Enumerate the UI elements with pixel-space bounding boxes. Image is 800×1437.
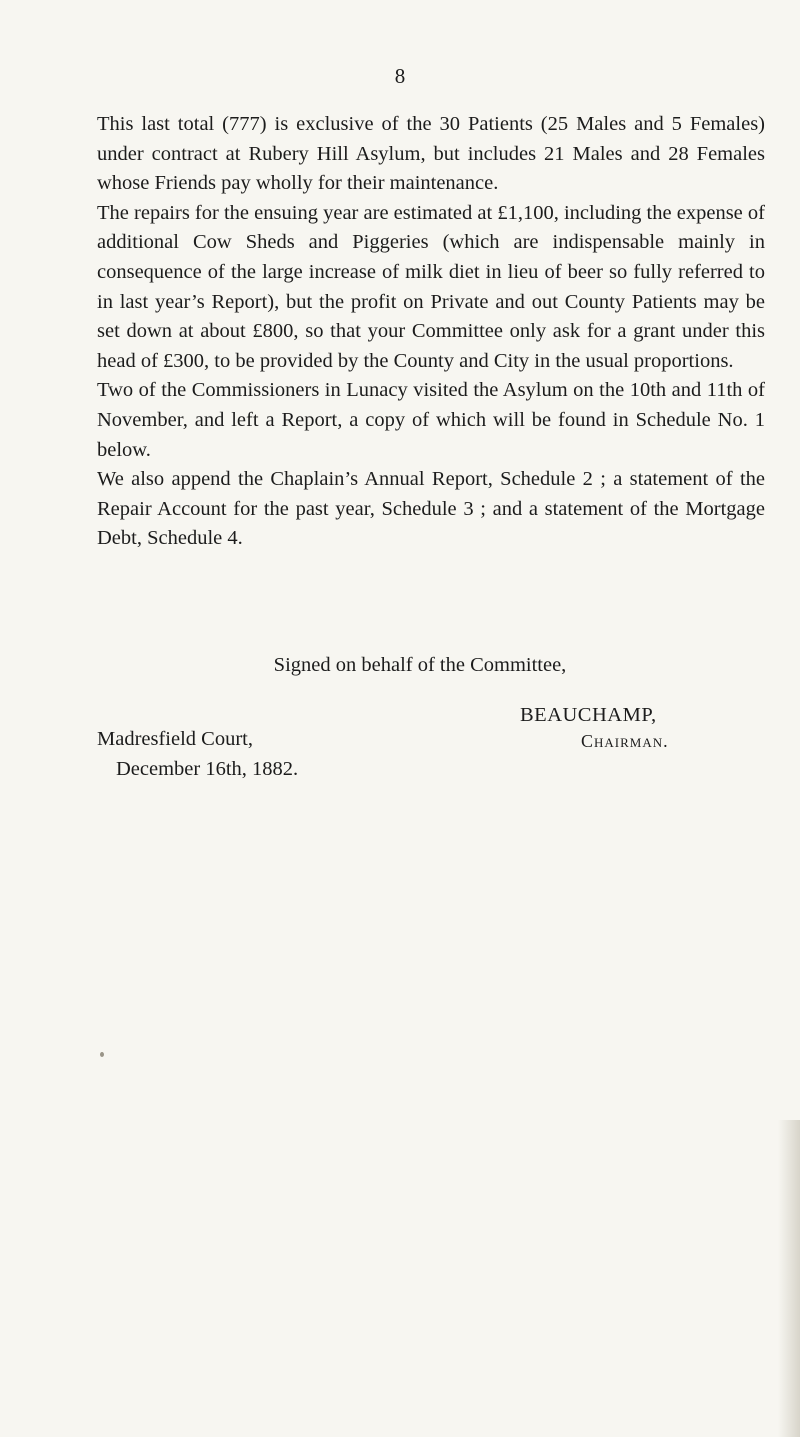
signing-place: Madresfield Court,: [97, 728, 253, 750]
paragraph-repairs-estimate: The repairs for the ensuing year are estimated at £1,100, including the expense of additional Cow Sheds and Piggeries (which are indispensable mainly in consequence of the large increase of milk diet in lieu of beer so fully referred to in last year’s Report), but the profit on Private and out County Patients may be set down at about £800, so that your Committee only ask for a grant under this head of £300, to be provided by the County and City in the usual proportions.: [97, 201, 765, 372]
signer-name: BEAUCHAMP,: [520, 704, 657, 726]
signed-on-behalf-line: Signed on behalf of the Committee,: [273, 654, 567, 676]
paragraph-schedules-appended: We also append the Chaplain’s Annual Report, Schedule 2 ; a statement of the Repair Account for the past year, Schedule 3 ; and a statement of the Mortgage Debt, Schedule 4.: [97, 468, 765, 550]
page-edge-shadow: [778, 1120, 800, 1437]
signing-date: December 16th, 1882.: [116, 758, 299, 780]
paragraph-commissioners-visit: Two of the Commissioners in Lunacy visited the Asylum on the 10th and 11th of November, and left a Report, a copy of which will be found in Schedule No. 1 below.: [97, 379, 765, 461]
paragraph-patients-total: This last total (777) is exclusive of the 30 Patients (25 Males and 5 Females) under contract at Rubery Hill Asylum, but includes 21 Males and 28 Females whose Friends pay wholly for their maintenance.: [97, 113, 765, 195]
report-body: [97, 110, 765, 554]
signer-role: Chairman.: [581, 731, 669, 751]
page-number: 8: [394, 64, 406, 88]
paper-speck: [100, 1052, 104, 1057]
